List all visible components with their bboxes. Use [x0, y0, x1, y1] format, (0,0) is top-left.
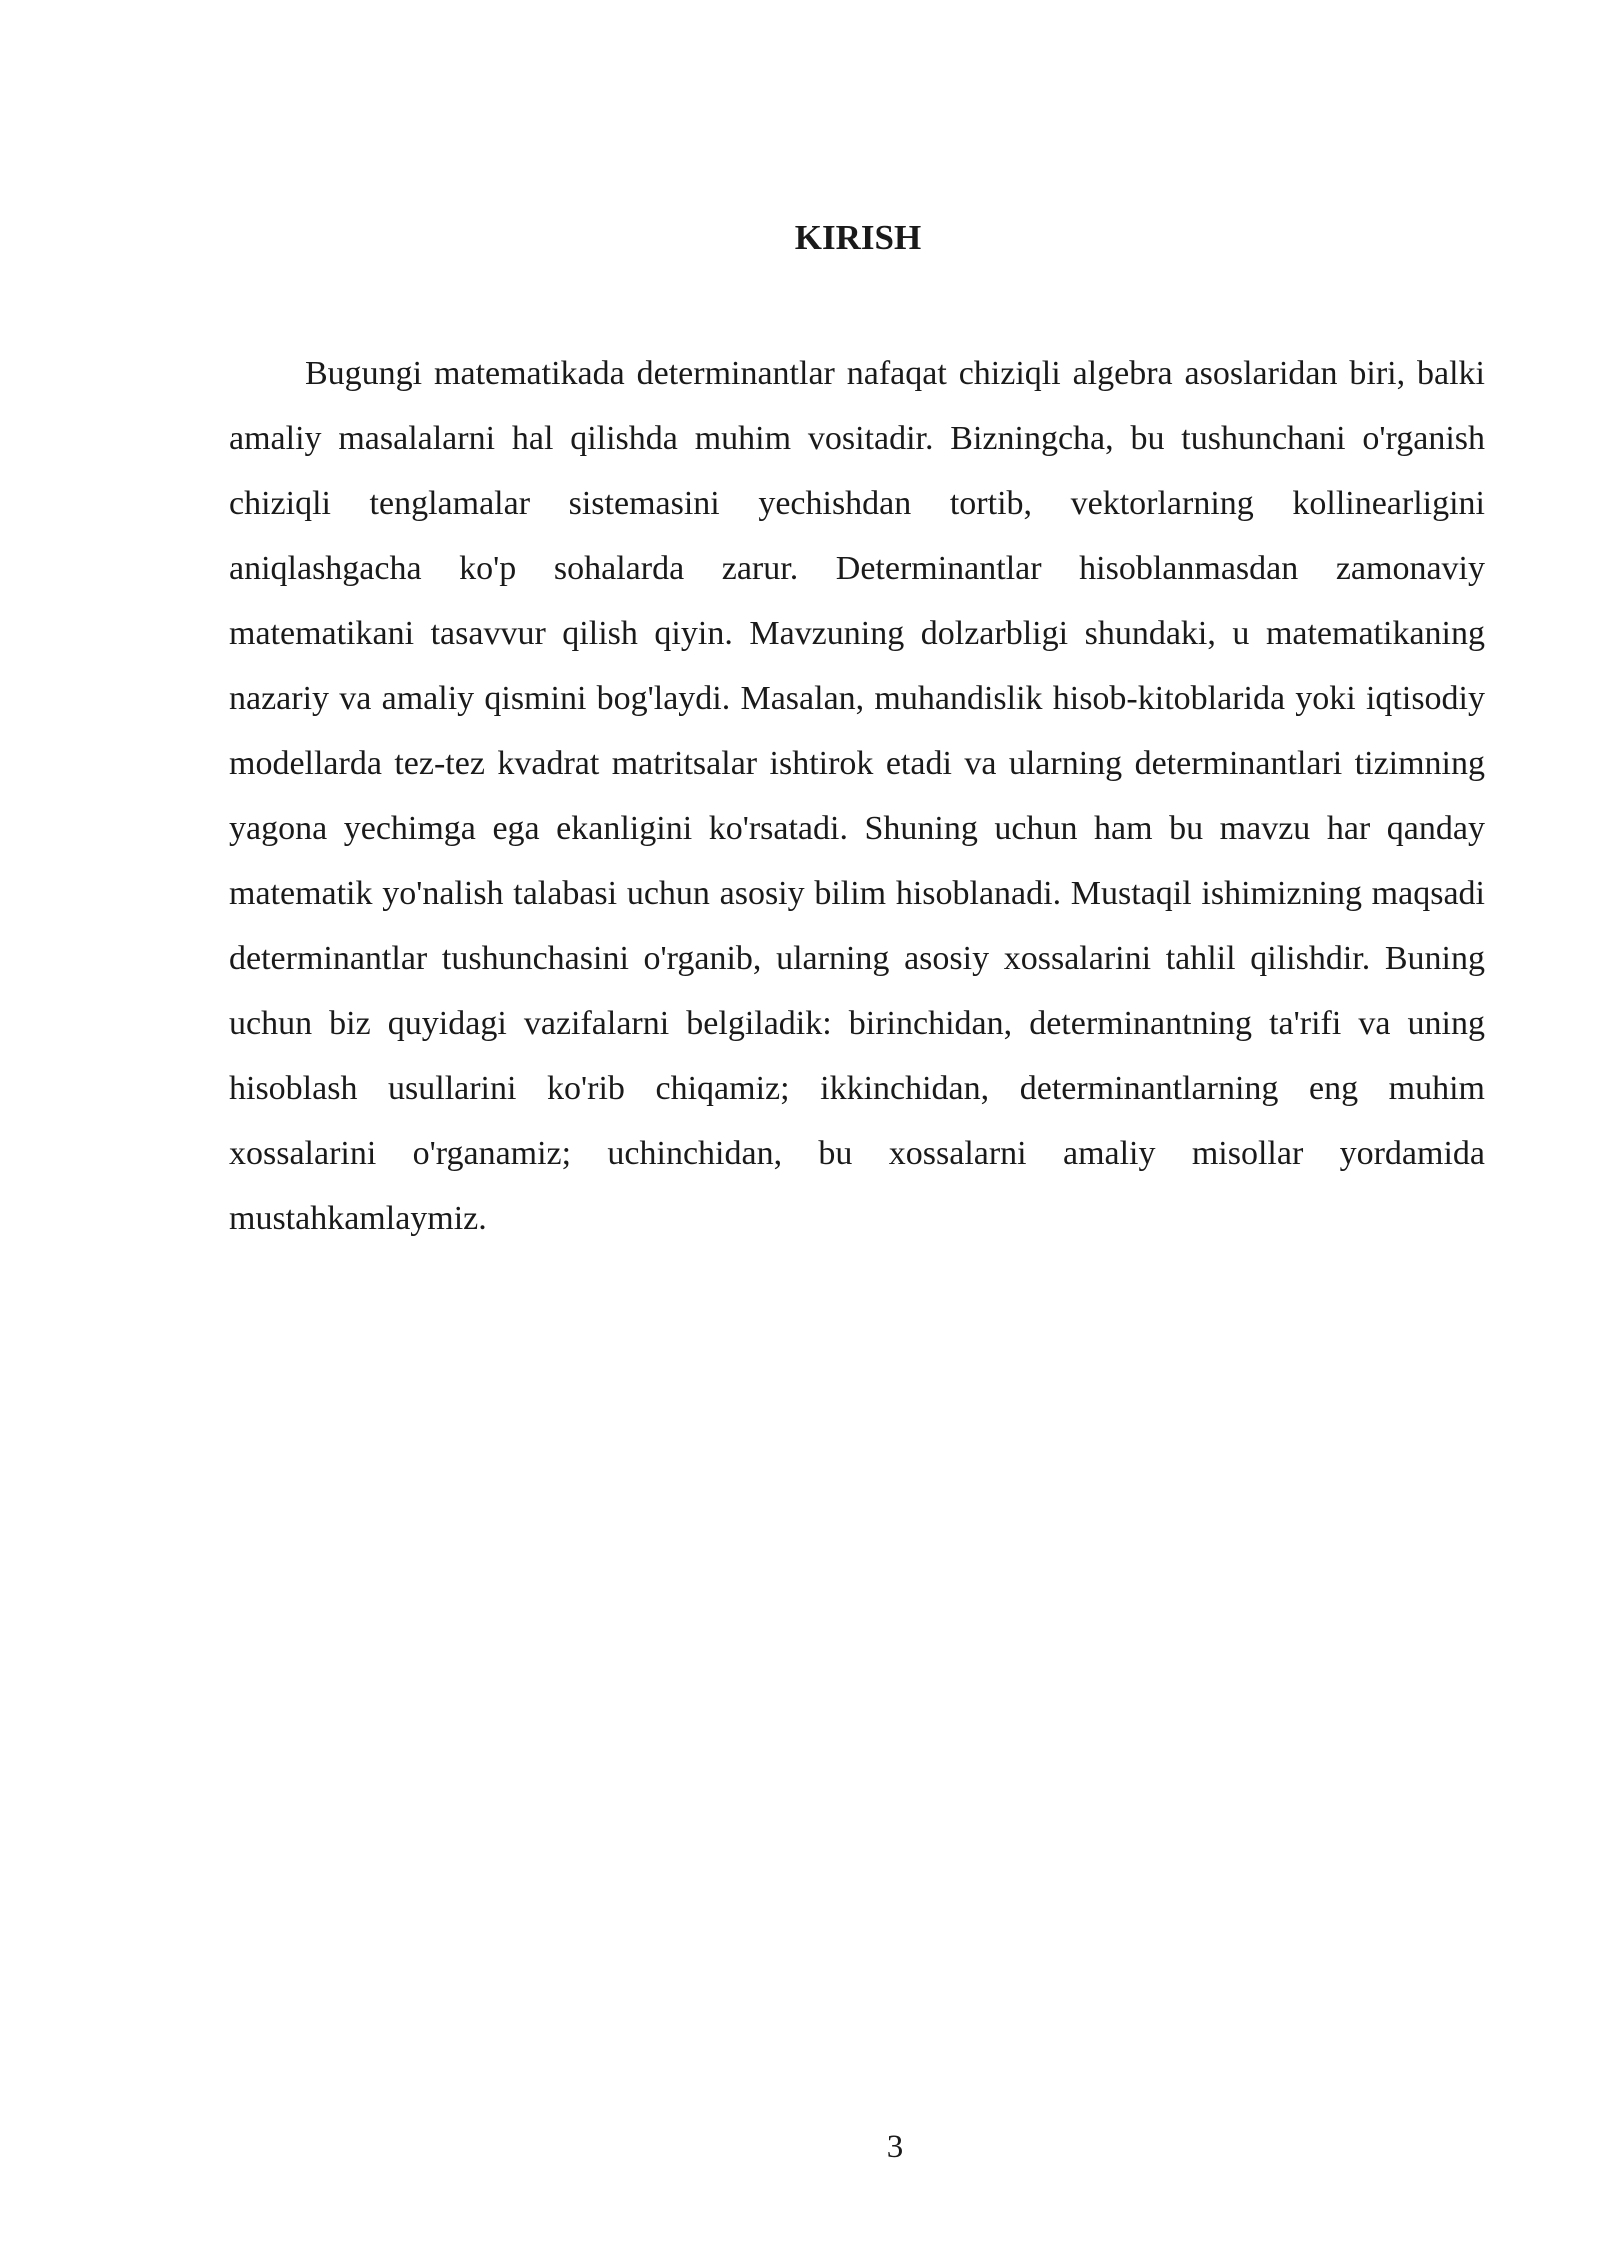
intro-paragraph: Bugungi matematikada determinantlar nafaqat chiziqli algebra asoslaridan biri, balki amaliy masalalarni hal qilishda muhim vositadir. Bizningcha, bu tushunchani o'rganish chiziqli tenglamalar sistemasini yechishdan tortib, vektorlarning kollinearligini aniqlashgacha ko'p sohalarda zarur. Determinantlar hisoblanmasdan zamonaviy matematikani tasavvur qilish qiyin. Mavzuning dolzarbligi shundaki, u matematikaning nazariy va amaliy qismini bog'laydi. Masalan, muhandislik hisob-kitoblarida yoki iqtisodiy modellarda tez-tez kvadrat matritsalar ishtirok etadi va ularning determinantlari tizimning yagona yechimga ega ekanligini ko'rsatadi. Shuning uchun ham bu mavzu har qanday matematik yo'nalish talabasi uchun asosiy bilim hisoblanadi. Mustaqil ishimizning maqsadi determinantlar tushunchasini o'rganib, ularning asosiy xossalarini tahlil qilishdir. Buning uchun biz quyidagi vazifalarni belgiladik: birinchidan, determinantning ta'rifi va uning hisoblash usullarini ko'rib chiqamiz; ikkinchidan, determinantlarning eng muhim xossalarini o'rganamiz; uchinchidan, bu xossalarni amaliy misollar yordamida mustahkamlaymiz.	[229, 355, 1485, 1237]
page-number: 3	[886, 2129, 904, 2165]
section-heading: KIRISH	[794, 218, 922, 257]
